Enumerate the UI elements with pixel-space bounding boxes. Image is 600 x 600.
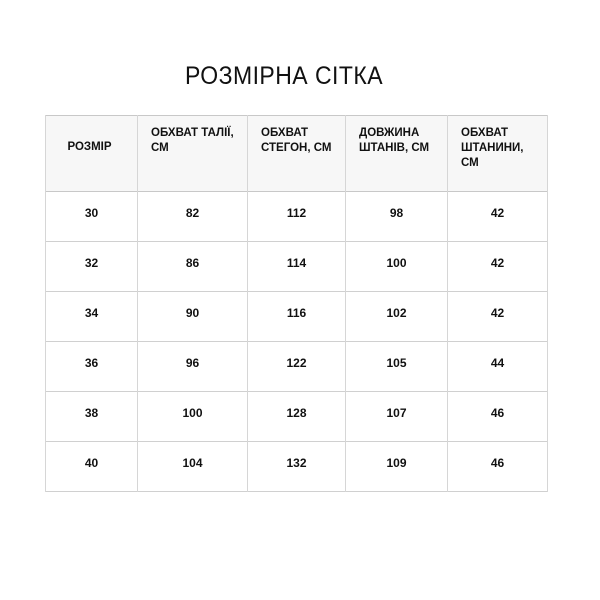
table-row (46, 242, 548, 292)
cell-size: 32 (46, 242, 138, 292)
table-row (46, 392, 548, 442)
header-leg-width: ОБХВАТ ШТАНИНИ, СМ (448, 116, 548, 192)
cell-size: 30 (46, 192, 138, 242)
cell-size: 38 (46, 392, 138, 442)
cell-size: 34 (46, 292, 138, 342)
cell-leg-width: 42 (448, 242, 548, 292)
cell-hips: 132 (248, 442, 346, 492)
cell-waist: 100 (138, 392, 248, 442)
cell-waist: 104 (138, 442, 248, 492)
table-row (46, 342, 548, 392)
cell-length: 102 (346, 292, 448, 342)
cell-length: 98 (346, 192, 448, 242)
cell-size: 36 (46, 342, 138, 392)
table-row (46, 192, 548, 242)
cell-hips: 114 (248, 242, 346, 292)
table-row (46, 442, 548, 492)
cell-leg-width: 42 (448, 292, 548, 342)
cell-hips: 112 (248, 192, 346, 242)
cell-hips: 128 (248, 392, 346, 442)
cell-waist: 90 (138, 292, 248, 342)
cell-hips: 122 (248, 342, 346, 392)
table-row (46, 292, 548, 342)
cell-length: 109 (346, 442, 448, 492)
header-hips: ОБХВАТ СТЕГОН, СМ (248, 116, 346, 192)
page-title: РОЗМІРНА СІТКА (184, 62, 384, 90)
table-header-row (46, 116, 548, 192)
cell-leg-width: 42 (448, 192, 548, 242)
cell-length: 100 (346, 242, 448, 292)
cell-size: 40 (46, 442, 138, 492)
cell-length: 105 (346, 342, 448, 392)
cell-waist: 82 (138, 192, 248, 242)
cell-hips: 116 (248, 292, 346, 342)
cell-waist: 86 (138, 242, 248, 292)
cell-length: 107 (346, 392, 448, 442)
cell-leg-width: 46 (448, 392, 548, 442)
cell-leg-width: 46 (448, 442, 548, 492)
cell-waist: 96 (138, 342, 248, 392)
size-chart-table (45, 115, 548, 492)
header-length: ДОВЖИНА ШТАНІВ, СМ (346, 116, 448, 192)
header-size: РОЗМІР (46, 116, 138, 192)
header-waist: ОБХВАТ ТАЛІЇ, СМ (138, 116, 248, 192)
cell-leg-width: 44 (448, 342, 548, 392)
